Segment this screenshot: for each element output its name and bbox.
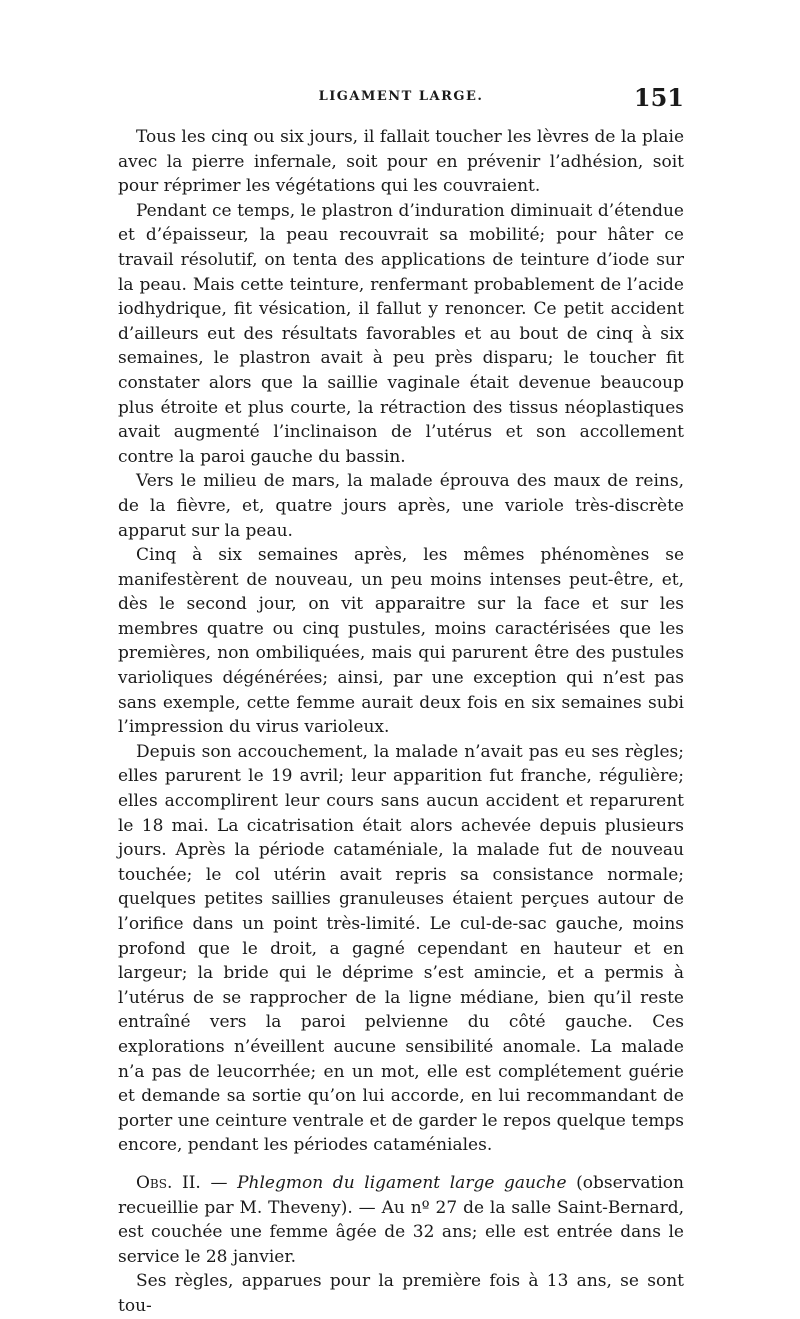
- observation-title: Phlegmon du ligament large gauche: [237, 1172, 567, 1193]
- paragraph-4: Cinq à six semaines après, les mêmes phénomènes se manifestèrent de nouveau, un peu moins intenses peut-être, et, dès le second jour, on vit apparaitre sur la face et sur les membres quatre ou cinq pustules, moins caractérisées que les premières, non ombiliquées, mais qui parurent être des pustules varioliques dégénérées; ainsi, par une exception qui n’est pas sans exemple, cette femme aurait deux fois en six semaines subi l’impression du virus varioleux.: [118, 545, 684, 738]
- paragraph-2: Pendant ce temps, le plastron d’induration diminuait d’étendue et d’épaisseur, la peau recouvrait sa mobilité; pour hâter ce travail résolutif, on tenta des applications de teinture d’iode sur la peau. Mais cette teinture, renfermant probablement de l’acide iodhydrique, fit vésication, il fallut y renoncer. Ce petit accident d’ailleurs eut des résultats favorables et au bout de cinq à six semaines, le plastron avait à peu près disparu; le toucher fit constater alors que la saillie vaginale était devenue beaucoup plus étroite et plus courte, la rétraction des tissus néoplastiques avait augmenté l’inclinaison de l’utérus et son accollement contre la paroi gauche du bassin.: [118, 200, 684, 467]
- observation-dash: —: [200, 1172, 238, 1193]
- paragraph-1: Tous les cinq ou six jours, il fallait toucher les lèvres de la plaie avec la pierre infernale, soit pour en prévenir l’adhésion, soit pour réprimer les végétations qui les couvraient.: [118, 127, 684, 197]
- running-title: LIGAMENT LARGE.: [318, 89, 484, 104]
- observation-text: (observation recueillie par M. Theveny). — Au nº 27 de la salle Saint-Bernard, est couchée une femme âgée de 32 ans; elle est entrée dans le service le 28 janvier.: [118, 1172, 684, 1267]
- body-text: [118, 125, 684, 1319]
- observation-label: Obs. II.: [136, 1172, 201, 1193]
- observation-paragraph: [118, 1171, 684, 1269]
- last-paragraph: Ses règles, apparues pour la première fois à 13 ans, se sont tou-: [118, 1271, 684, 1316]
- paragraph-3: Vers le milieu de mars, la malade éprouva des maux de reins, de la fièvre, et, quatre jours après, une variole très-discrète apparut sur la peau.: [118, 471, 684, 541]
- page-number: 151: [633, 83, 684, 112]
- page-header: [118, 83, 684, 119]
- paragraph-5: Depuis son accouchement, la malade n’avait pas eu ses règles; elles parurent le 19 avril; leur apparition fut franche, régulière; elles accomplirent leur cours sans aucun accident et reparurent le 18 mai. La cicatrisation était alors achevée depuis plusieurs jours. Après la période cataméniale, la malade fut de nouveau touchée; le col utérin avait repris sa consistance normale; quelques petites saillies granuleuses étaient perçues autour de l’orifice dans un point très-limité. Le cul-de-sac gauche, moins profond que le droit, a gagné cependant en hauteur et en largeur; la bride qui le déprime s’est amincie, et a permis à l’utérus de se rapprocher de la ligne médiane, bien qu’il reste entraîné vers la paroi pelvienne du côté gauche. Ces explorations n’éveillent aucune sensibilité anomale. La malade n’a pas de leucorrhée; en un mot, elle est complétement guérie et demande sa sortie qu’on lui accorde, en lui recommandant de porter une ceinture ventrale et de garder le repos quelque temps encore, pendant les périodes cataméniales.: [118, 741, 684, 1156]
